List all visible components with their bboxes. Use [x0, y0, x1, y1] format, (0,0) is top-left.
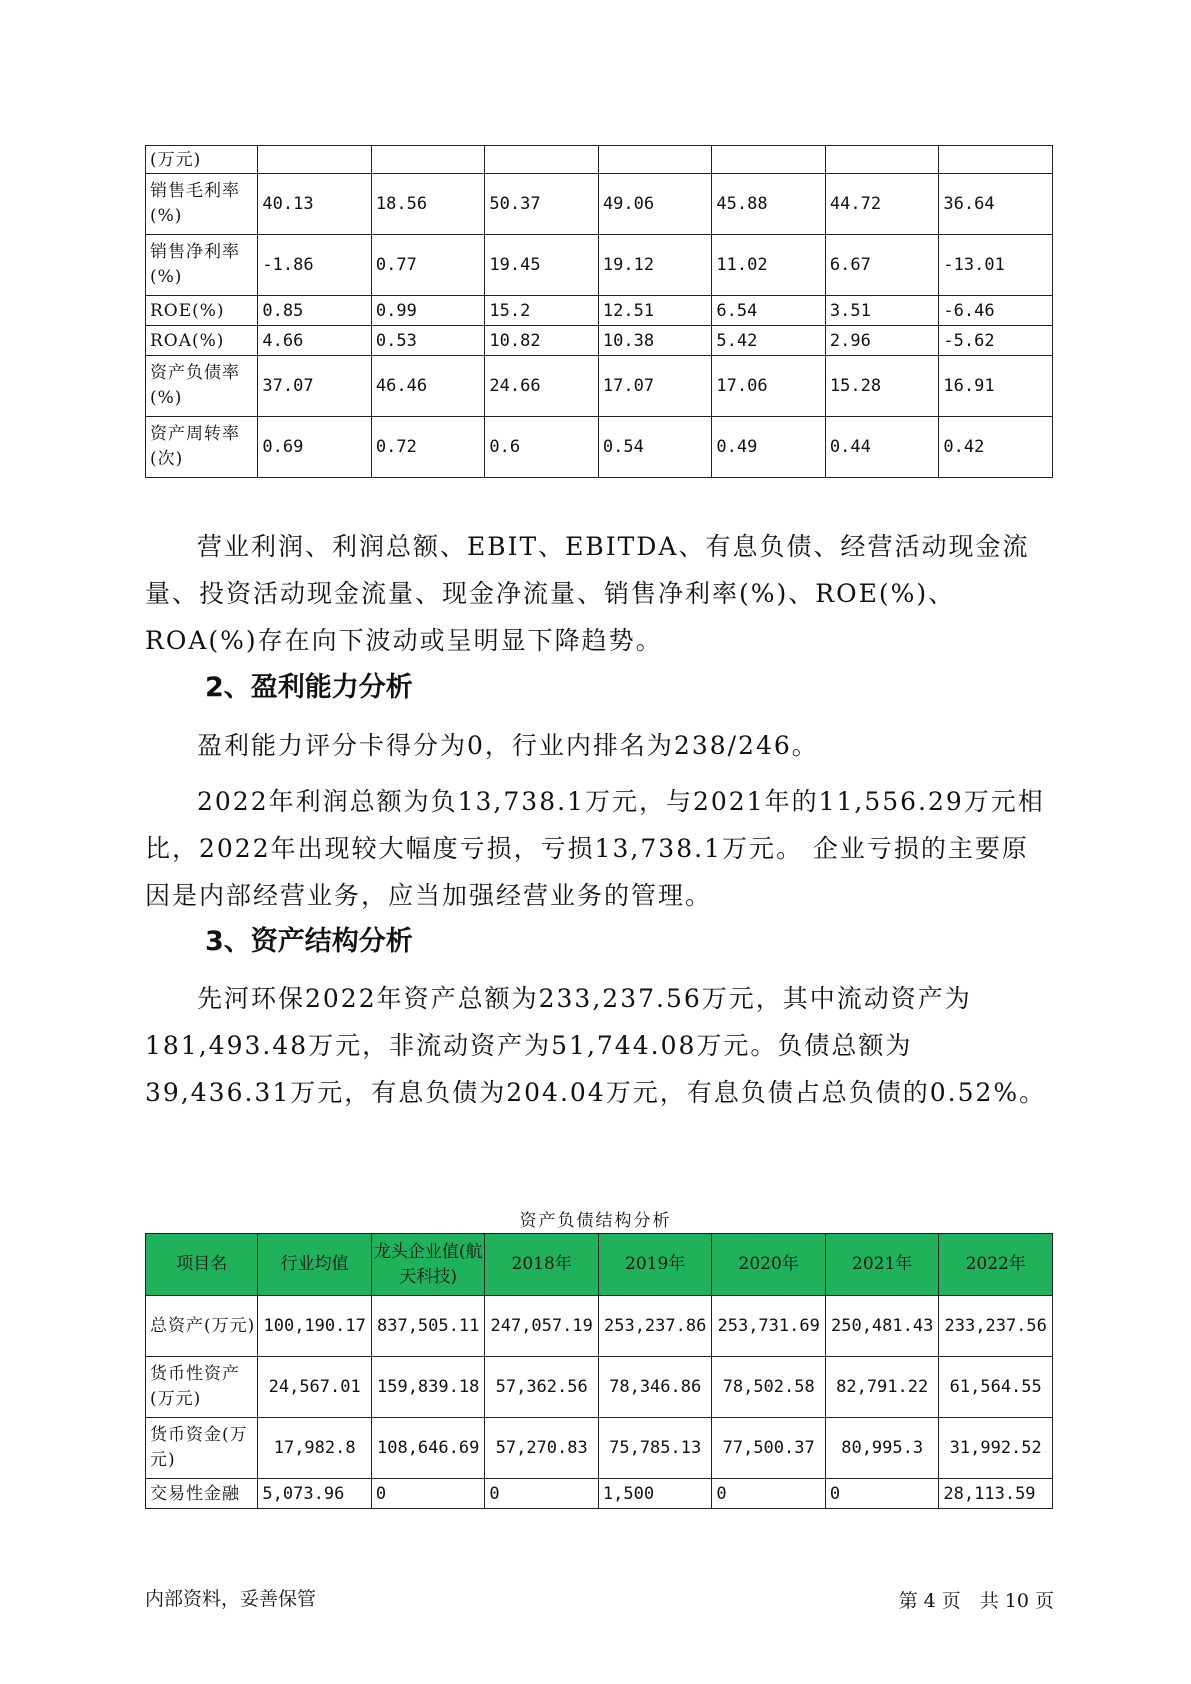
table-cell — [598, 146, 712, 174]
footer-page-number: 第 4 页 共 10 页 — [898, 1590, 1054, 1612]
table-cell: 0.42 — [939, 417, 1053, 478]
table-cell: 159,839.18 — [371, 1357, 485, 1418]
table-cell: 0 — [825, 1479, 939, 1509]
table-cell: 0.53 — [371, 326, 485, 356]
table-cell: -1.86 — [258, 235, 372, 296]
financial-ratio-table — [145, 145, 1053, 478]
table-row — [146, 174, 1053, 235]
table-cell: 253,731.69 — [712, 1296, 826, 1357]
table-cell — [712, 146, 826, 174]
table-cell: 37.07 — [258, 356, 372, 417]
table-cell: 78,502.58 — [712, 1357, 826, 1418]
table-cell: 0.69 — [258, 417, 372, 478]
table-row — [146, 326, 1053, 356]
table-cell: 4.66 — [258, 326, 372, 356]
table-cell: 57,362.56 — [485, 1357, 599, 1418]
table-cell: 46.46 — [371, 356, 485, 417]
table-cell: 50.37 — [485, 174, 599, 235]
table-cell: 0.44 — [825, 417, 939, 478]
row-label: ROE(%) — [146, 296, 258, 326]
table-cell: 5,073.96 — [258, 1479, 372, 1509]
table-cell — [258, 146, 372, 174]
table-cell: 17.07 — [598, 356, 712, 417]
table-cell: 0.49 — [712, 417, 826, 478]
table-cell: 0 — [485, 1479, 599, 1509]
score-paragraph: 盈利能力评分卡得分为0，行业内排名为238/246。 — [197, 731, 819, 760]
table-cell: 17.06 — [712, 356, 826, 417]
column-header: 行业均值 — [258, 1234, 372, 1296]
table-row — [146, 296, 1053, 326]
table-cell: 45.88 — [712, 174, 826, 235]
table-cell: 61,564.55 — [939, 1357, 1053, 1418]
table-cell: 36.64 — [939, 174, 1053, 235]
table-cell: 0.99 — [371, 296, 485, 326]
table-cell: 57,270.83 — [485, 1418, 599, 1479]
table-cell: -13.01 — [939, 235, 1053, 296]
table-cell: 0 — [712, 1479, 826, 1509]
table-cell: 24,567.01 — [258, 1357, 372, 1418]
balance-sheet-structure-table — [145, 1233, 1053, 1509]
table-cell: 75,785.13 — [598, 1418, 712, 1479]
section-heading-asset-structure: 3、资产结构分析 — [205, 926, 413, 957]
column-header: 2021年 — [825, 1234, 939, 1296]
table-row — [146, 1296, 1053, 1357]
row-label: 货币性资产(万元) — [146, 1357, 258, 1418]
table-cell: 10.38 — [598, 326, 712, 356]
table-cell: 0.54 — [598, 417, 712, 478]
table-row — [146, 1418, 1053, 1479]
column-header: 2019年 — [598, 1234, 712, 1296]
table-cell: 15.2 — [485, 296, 599, 326]
table-row — [146, 417, 1053, 478]
table-cell: 837,505.11 — [371, 1296, 485, 1357]
row-label: ROA(%) — [146, 326, 258, 356]
table-cell: -6.46 — [939, 296, 1053, 326]
table-cell — [485, 146, 599, 174]
table-caption: 资产负债结构分析 — [519, 1211, 672, 1231]
table-cell: 253,237.86 — [598, 1296, 712, 1357]
row-label: 货币资金(万元) — [146, 1418, 258, 1479]
table-cell: 80,995.3 — [825, 1418, 939, 1479]
column-header: 2020年 — [712, 1234, 826, 1296]
table-cell: 19.12 — [598, 235, 712, 296]
table-row — [146, 235, 1053, 296]
table-row — [146, 1357, 1053, 1418]
table-cell: 0 — [371, 1479, 485, 1509]
table-cell: 40.13 — [258, 174, 372, 235]
column-header: 项目名 — [146, 1234, 258, 1296]
table-cell — [371, 146, 485, 174]
table-cell: 247,057.19 — [485, 1296, 599, 1357]
table-row — [146, 356, 1053, 417]
table-cell — [825, 146, 939, 174]
table-cell: 12.51 — [598, 296, 712, 326]
column-header: 2022年 — [939, 1234, 1053, 1296]
table-cell: 3.51 — [825, 296, 939, 326]
table-cell: 6.54 — [712, 296, 826, 326]
table-cell: 0.72 — [371, 417, 485, 478]
table-cell: 82,791.22 — [825, 1357, 939, 1418]
table-row — [146, 1479, 1053, 1509]
table-cell: 100,190.17 — [258, 1296, 372, 1357]
asset-paragraph: 先河环保2022年资产总额为233,237.56万元，其中流动资产为181,493.48万元，非流动资产为51,744.08万元。负债总额为39,436.31万元，有息负债为204.04万元，有息负债占总负债的0.52%。 — [145, 984, 1047, 1107]
trend-paragraph: 营业利润、利润总额、EBIT、EBITDA、有息负债、经营活动现金流量、投资活动现金流量、现金净流量、销售净利率(%)、ROE(%)、ROA(%)存在向下波动或呈明显下降趋势。 — [145, 532, 1030, 655]
table-cell: 11.02 — [712, 235, 826, 296]
table-row — [146, 146, 1053, 174]
table-cell: 17,982.8 — [258, 1418, 372, 1479]
row-label: 资产负债率(%) — [146, 356, 258, 417]
table-cell: 24.66 — [485, 356, 599, 417]
table-cell: 233,237.56 — [939, 1296, 1053, 1357]
table-header-row — [146, 1234, 1053, 1296]
row-label: (万元) — [146, 146, 258, 174]
table-cell: 19.45 — [485, 235, 599, 296]
table-cell — [939, 146, 1053, 174]
table-cell: 250,481.43 — [825, 1296, 939, 1357]
table-cell: 0.77 — [371, 235, 485, 296]
table-cell: 49.06 — [598, 174, 712, 235]
table-cell: 5.42 — [712, 326, 826, 356]
row-label: 销售毛利率(%) — [146, 174, 258, 235]
table-cell: 1,500 — [598, 1479, 712, 1509]
table-cell: 108,646.69 — [371, 1418, 485, 1479]
table-cell: 2.96 — [825, 326, 939, 356]
table-cell: 15.28 — [825, 356, 939, 417]
table-cell: 0.6 — [485, 417, 599, 478]
table-cell: 31,992.52 — [939, 1418, 1053, 1479]
table-cell: 78,346.86 — [598, 1357, 712, 1418]
section-heading-profitability: 2、盈利能力分析 — [205, 672, 413, 703]
table-cell: -5.62 — [939, 326, 1053, 356]
table-cell: 77,500.37 — [712, 1418, 826, 1479]
row-label: 总资产(万元) — [146, 1296, 258, 1357]
table-cell: 44.72 — [825, 174, 939, 235]
table-cell: 6.67 — [825, 235, 939, 296]
column-header: 龙头企业值(航天科技) — [371, 1234, 485, 1296]
column-header: 2018年 — [485, 1234, 599, 1296]
row-label: 资产周转率(次) — [146, 417, 258, 478]
row-label: 销售净利率(%) — [146, 235, 258, 296]
table-cell: 0.85 — [258, 296, 372, 326]
table-cell: 16.91 — [939, 356, 1053, 417]
row-label: 交易性金融 — [146, 1479, 258, 1509]
profit-paragraph: 2022年利润总额为负13,738.1万元，与2021年的11,556.29万元相比，2022年出现较大幅度亏损，亏损13,738.1万元。 企业亏损的主要原因是内部经营业务，应当加强经营业务的管理。 — [145, 787, 1045, 910]
table-cell: 18.56 — [371, 174, 485, 235]
footer-confidential-note: 内部资料，妥善保管 — [145, 1588, 317, 1610]
table-cell: 10.82 — [485, 326, 599, 356]
table-cell: 28,113.59 — [939, 1479, 1053, 1509]
